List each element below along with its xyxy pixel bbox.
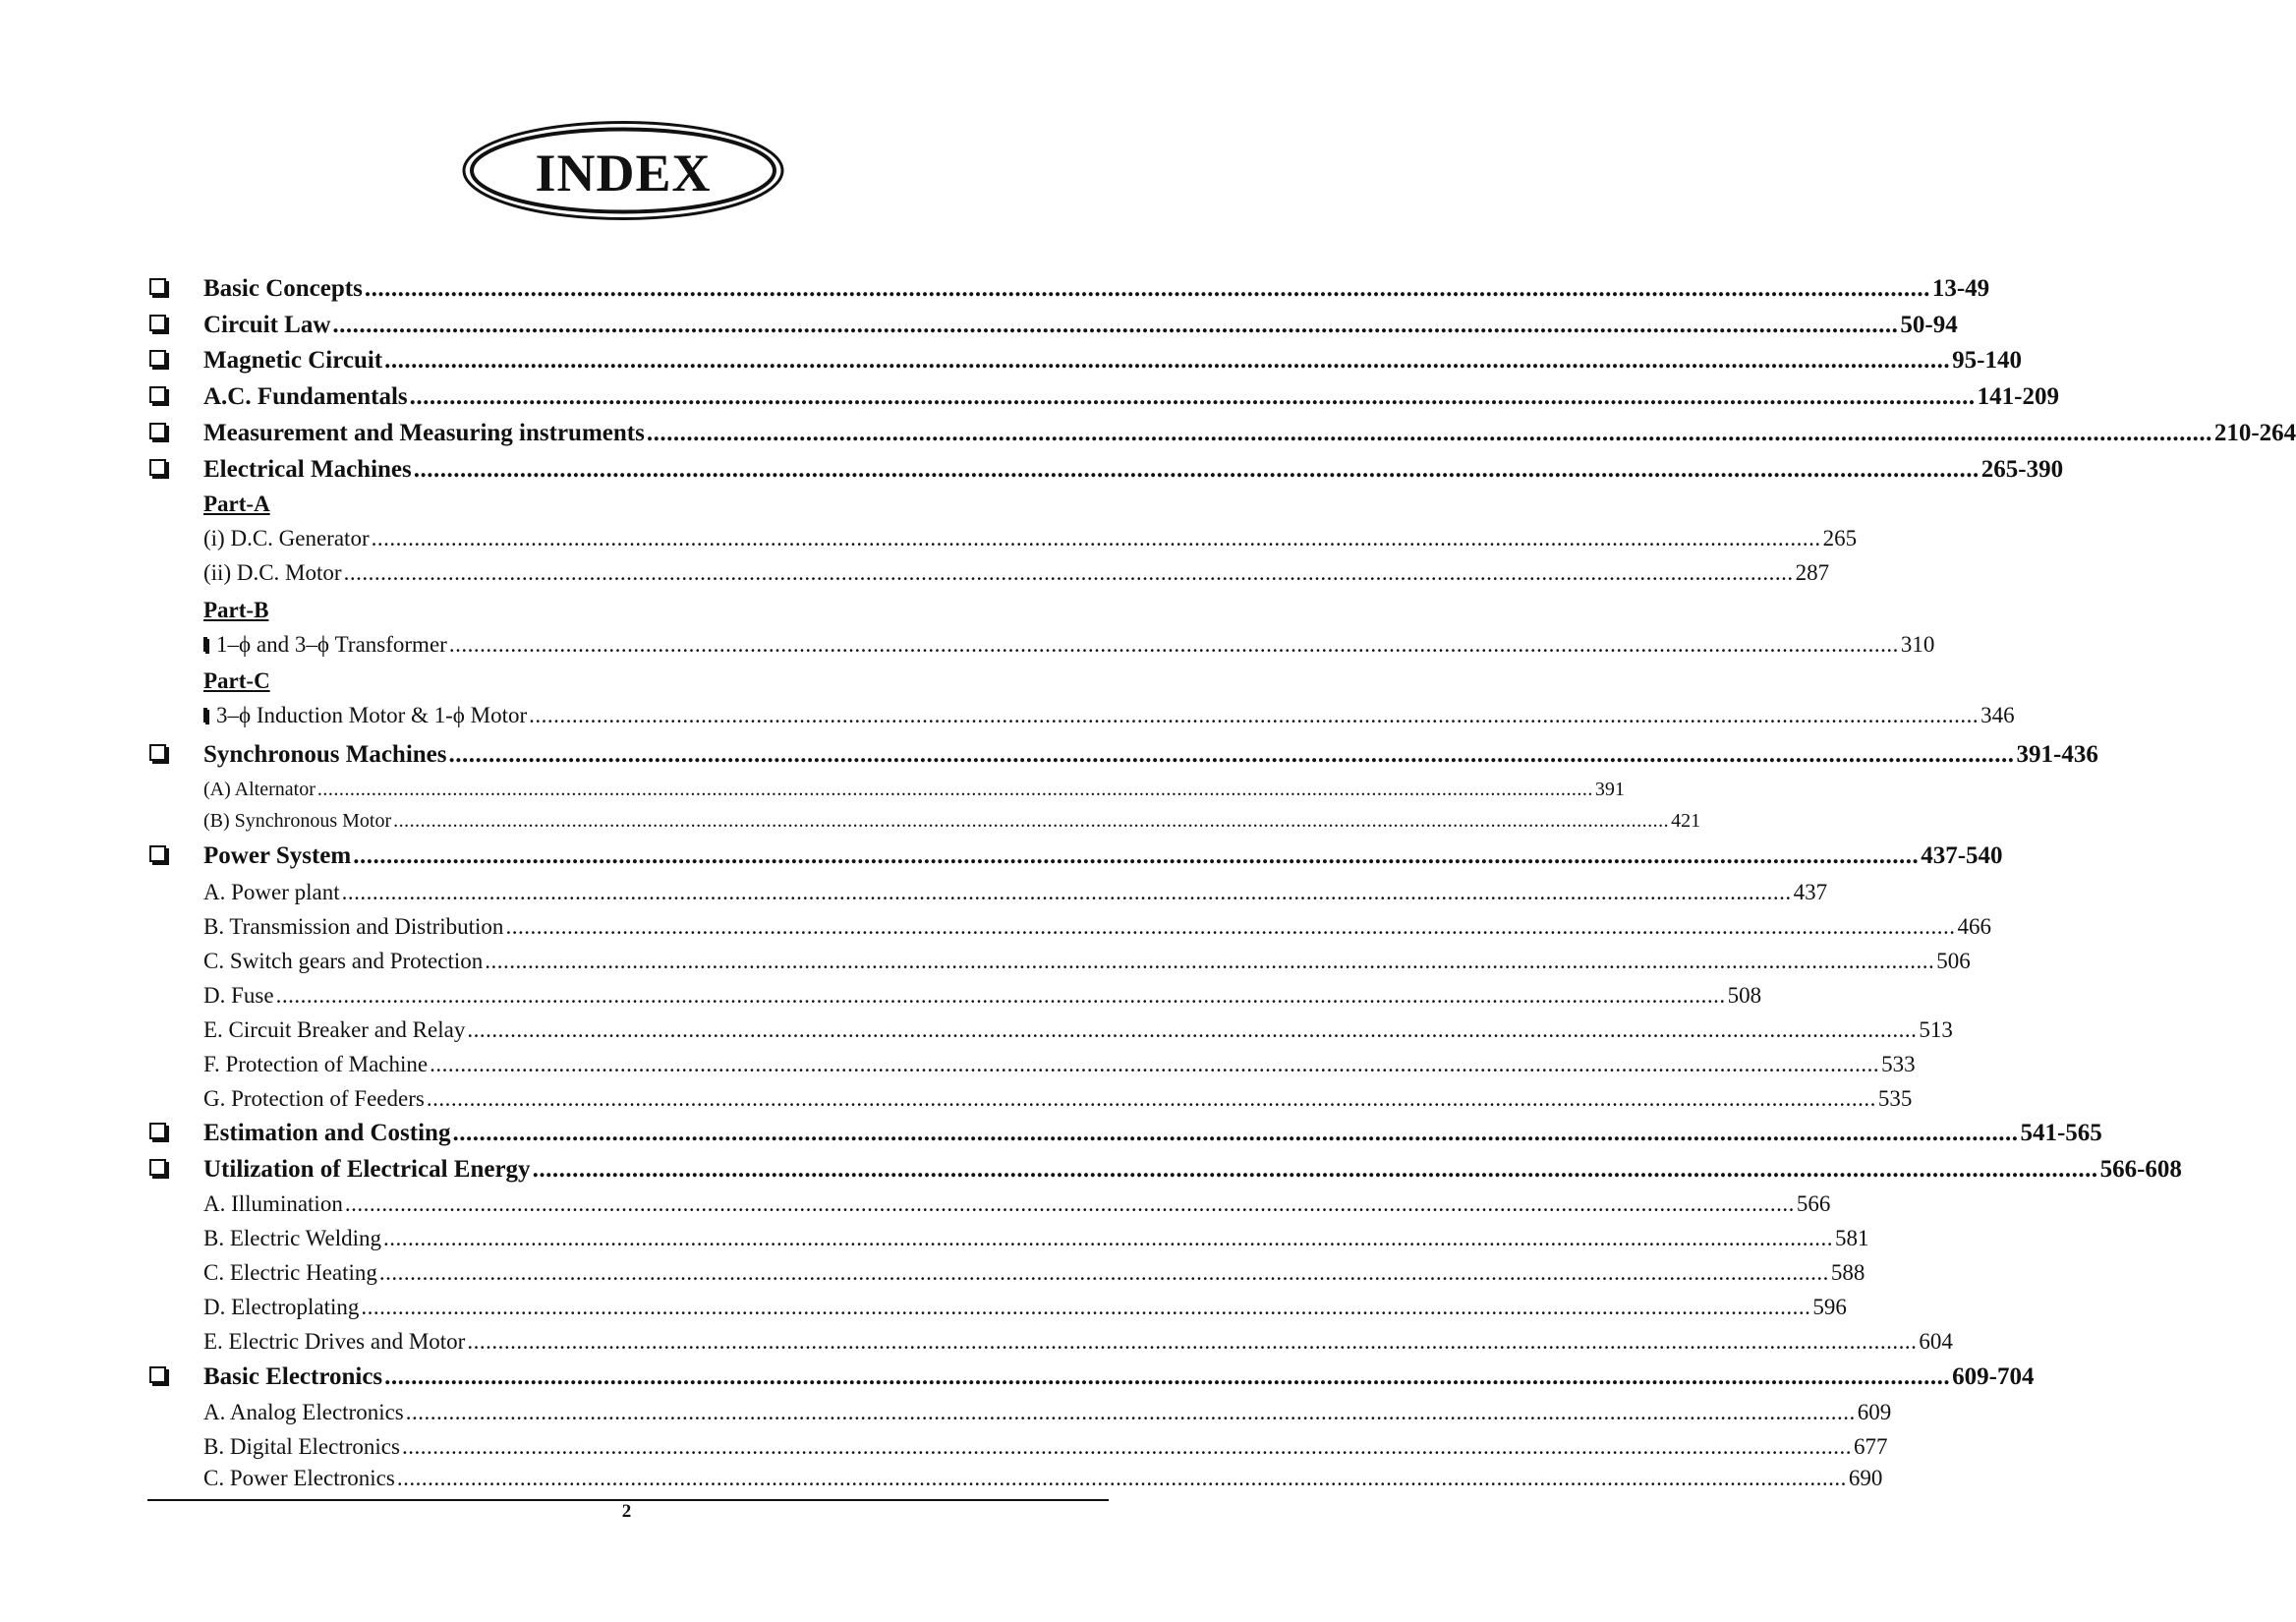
toc-subentry[interactable] [203, 703, 2015, 728]
entry-label: Power System [203, 842, 352, 869]
checkbox-bullet-icon [203, 637, 207, 652]
entry-page: 287 [1795, 560, 1830, 585]
checkbox-bullet-icon [149, 350, 166, 367]
entry-label: A. Power plant [203, 880, 340, 904]
toc-subentry[interactable] [203, 914, 1991, 940]
dot-leader: ............................................................................................................................................................................................................................................ [353, 842, 1920, 869]
dot-leader: ............................................................................................................................................................................................................................................ [332, 312, 1899, 338]
toc-entry-measurement[interactable] [203, 420, 2296, 447]
entry-label: Basic Concepts [203, 275, 363, 302]
toc-subentry[interactable] [203, 1226, 1869, 1251]
toc-subentry[interactable] [203, 1434, 1888, 1460]
toc-subentry[interactable] [203, 880, 1828, 905]
toc-subentry[interactable] [203, 1260, 1866, 1286]
entry-label: G. Protection of Feeders [203, 1086, 425, 1111]
toc-entry-magnetic-circuit[interactable] [203, 347, 2022, 375]
toc-subentry[interactable] [203, 1295, 1847, 1320]
entry-label: Magnetic Circuit [203, 347, 383, 374]
entry-label: (ii) D.C. Motor [203, 560, 342, 585]
part-a-heading: Part-A [203, 492, 270, 516]
entry-page: 346 [1980, 703, 2015, 727]
entry-page: 437 [1793, 880, 1828, 904]
checkbox-bullet-icon [149, 1123, 166, 1139]
entry-page: 533 [1881, 1052, 1916, 1076]
dot-leader: ............................................................................................................................................................................................................................................ [505, 914, 1956, 939]
page-number: 2 [621, 1501, 632, 1522]
entry-page: 513 [1919, 1017, 1953, 1042]
entry-page: 506 [1936, 949, 1971, 973]
dot-leader: ............................................................................................................................................................................................................................................ [341, 880, 1792, 904]
entry-label: A. Illumination [203, 1191, 343, 1216]
checkbox-bullet-icon [149, 386, 166, 403]
dot-leader: ............................................................................................................................................................................................................................................ [467, 1329, 1918, 1354]
toc-subentry[interactable] [203, 983, 1762, 1009]
entry-pages: 50-94 [1900, 312, 1958, 338]
dot-leader: ............................................................................................................................................................................................................................................ [409, 383, 1976, 410]
entry-pages: 566-608 [2099, 1156, 2182, 1183]
entry-page: 566 [1796, 1191, 1831, 1216]
toc-subentry[interactable] [203, 810, 1701, 833]
toc-entry-synchronous-machines[interactable] [203, 741, 2098, 769]
toc-entry-basic-electronics[interactable] [203, 1363, 2035, 1391]
entry-page: 265 [1822, 526, 1858, 550]
dot-leader: ............................................................................................................................................................................................................................................ [448, 741, 2015, 768]
page-title: INDEX [535, 143, 712, 203]
dot-leader: ............................................................................................................................................................................................................................................ [413, 456, 1980, 483]
entry-label: 3–ϕ Induction Motor & 1-ϕ Motor [216, 703, 528, 727]
entry-label: (i) D.C. Generator [203, 526, 370, 550]
dot-leader: ............................................................................................................................................................................................................................................ [316, 779, 1593, 800]
checkbox-bullet-icon [149, 423, 166, 439]
entry-label: E. Circuit Breaker and Relay [203, 1017, 466, 1042]
entry-pages: 210-264 [2213, 420, 2296, 446]
dot-leader: ............................................................................................................................................................................................................................................ [364, 275, 1930, 302]
entry-pages: 609-704 [1952, 1363, 2035, 1390]
entry-page: 690 [1848, 1466, 1883, 1490]
entry-label: C. Power Electronics [203, 1466, 395, 1490]
checkbox-bullet-icon [149, 845, 166, 862]
dot-leader: ............................................................................................................................................................................................................................................ [532, 1156, 2098, 1183]
dot-leader: ............................................................................................................................................................................................................................................ [344, 1191, 1795, 1216]
dot-leader: ............................................................................................................................................................................................................................................ [405, 1400, 1856, 1424]
checkbox-bullet-icon [149, 744, 166, 761]
toc-subentry[interactable] [203, 560, 1830, 586]
dot-leader: ............................................................................................................................................................................................................................................ [485, 949, 1935, 973]
entry-label: Electrical Machines [203, 456, 412, 483]
entry-label: C. Switch gears and Protection [203, 949, 484, 973]
dot-leader: ............................................................................................................................................................................................................................................ [384, 1363, 1951, 1390]
entry-pages: 541-565 [2020, 1120, 2102, 1146]
entry-label: F. Protection of Machine [203, 1052, 429, 1076]
checkbox-bullet-icon [149, 1159, 166, 1176]
toc-subentry[interactable] [203, 779, 1625, 801]
entry-page: 604 [1919, 1329, 1953, 1354]
entry-pages: 391-436 [2016, 741, 2098, 768]
toc-subentry[interactable] [203, 1191, 1831, 1217]
dot-leader: ............................................................................................................................................................................................................................................ [378, 1260, 1829, 1285]
toc-entry-ac-fundamentals[interactable] [203, 383, 2059, 411]
entry-page: 588 [1830, 1260, 1866, 1285]
entry-page: 421 [1671, 810, 1701, 832]
entry-pages: 437-540 [1921, 842, 2003, 869]
entry-label: 1–ϕ and 3–ϕ Transformer [216, 632, 447, 657]
toc-subentry[interactable] [203, 1052, 1916, 1077]
entry-label: Estimation and Costing [203, 1120, 451, 1146]
part-c-heading: Part-C [203, 668, 270, 693]
dot-leader: ............................................................................................................................................................................................................................................ [646, 420, 2212, 446]
entry-label: B. Transmission and Distribution [203, 914, 504, 939]
entry-page: 609 [1857, 1400, 1892, 1424]
toc-subentry[interactable] [203, 526, 1858, 551]
part-b-heading: Part-B [203, 598, 269, 622]
entry-page: 535 [1877, 1086, 1913, 1111]
toc-entry-electrical-machines[interactable] [203, 456, 2064, 484]
entry-pages: 141-209 [1977, 383, 2059, 410]
entry-pages: 265-390 [1980, 456, 2064, 483]
entry-label: E. Electric Drives and Motor [203, 1329, 466, 1354]
entry-label: Basic Electronics [203, 1363, 383, 1390]
dot-leader: ............................................................................................................................................................................................................................................ [275, 983, 1726, 1008]
toc-subentry[interactable] [203, 632, 1935, 658]
toc-subentry[interactable] [203, 1017, 1953, 1043]
entry-label: C. Electric Heating [203, 1260, 377, 1285]
entry-page: 508 [1727, 983, 1762, 1008]
toc-subentry[interactable] [203, 1329, 1953, 1355]
dot-leader: ............................................................................................................................................................................................................................................ [426, 1086, 1876, 1111]
entry-pages: 95-140 [1952, 347, 2022, 374]
dot-leader: ............................................................................................................................................................................................................................................ [384, 347, 1951, 374]
entry-label: Circuit Law [203, 312, 331, 338]
entry-page: 466 [1957, 914, 1991, 939]
entry-page: 391 [1594, 779, 1625, 800]
entry-label: B. Electric Welding [203, 1226, 382, 1250]
checkbox-bullet-icon [149, 315, 166, 331]
entry-page: 596 [1812, 1295, 1847, 1319]
checkbox-bullet-icon [203, 708, 207, 723]
entry-label: D. Electroplating [203, 1295, 360, 1319]
dot-leader: ............................................................................................................................................................................................................................................ [383, 1226, 1834, 1250]
entry-label: A.C. Fundamentals [203, 383, 408, 410]
dot-leader: ............................................................................................................................................................................................................................................ [430, 1052, 1880, 1076]
entry-pages: 13-49 [1931, 275, 1990, 302]
entry-label: B. Digital Electronics [203, 1434, 400, 1459]
dot-leader: ............................................................................................................................................................................................................................................ [467, 1017, 1918, 1042]
entry-label: (B) Synchronous Motor [203, 810, 392, 832]
entry-label: (A) Alternator [203, 779, 316, 800]
entry-page: 581 [1835, 1226, 1869, 1250]
dot-leader: ............................................................................................................................................................................................................................................ [371, 526, 1821, 550]
entry-label: A. Analog Electronics [203, 1400, 404, 1424]
toc-entry-estimation-costing[interactable] [203, 1120, 2102, 1147]
toc-entry-basic-concepts[interactable] [203, 275, 1990, 303]
dot-leader: ............................................................................................................................................................................................................................................ [343, 560, 1794, 585]
index-title-badge [460, 118, 786, 223]
entry-page: 310 [1900, 632, 1935, 657]
dot-leader: ............................................................................................................................................................................................................................................ [361, 1295, 1811, 1319]
entry-label: D. Fuse [203, 983, 274, 1008]
checkbox-bullet-icon [149, 1366, 166, 1383]
checkbox-bullet-icon [149, 459, 166, 476]
entry-page: 677 [1853, 1434, 1888, 1459]
dot-leader: ............................................................................................................................................................................................................................................ [452, 1120, 2019, 1146]
toc-subentry[interactable] [203, 1400, 1892, 1425]
dot-leader: ............................................................................................................................................................................................................................................ [401, 1434, 1852, 1459]
dot-leader: ............................................................................................................................................................................................................................................ [396, 1466, 1847, 1490]
toc-subentry[interactable] [203, 1466, 1883, 1491]
toc-entry-power-system[interactable] [203, 842, 2003, 870]
entry-label: Measurement and Measuring instruments [203, 420, 645, 446]
toc-subentry[interactable] [203, 949, 1971, 974]
toc-entry-utilization[interactable] [203, 1156, 2182, 1184]
entry-label: Utilization of Electrical Energy [203, 1156, 531, 1183]
entry-label: Synchronous Machines [203, 741, 447, 768]
dot-leader: ............................................................................................................................................................................................................................................ [448, 632, 1899, 657]
dot-leader: ............................................................................................................................................................................................................................................ [393, 810, 1670, 832]
dot-leader: ............................................................................................................................................................................................................................................ [529, 703, 1980, 727]
toc-entry-circuit-law[interactable] [203, 312, 1958, 339]
toc-subentry[interactable] [203, 1086, 1913, 1112]
checkbox-bullet-icon [149, 278, 166, 295]
